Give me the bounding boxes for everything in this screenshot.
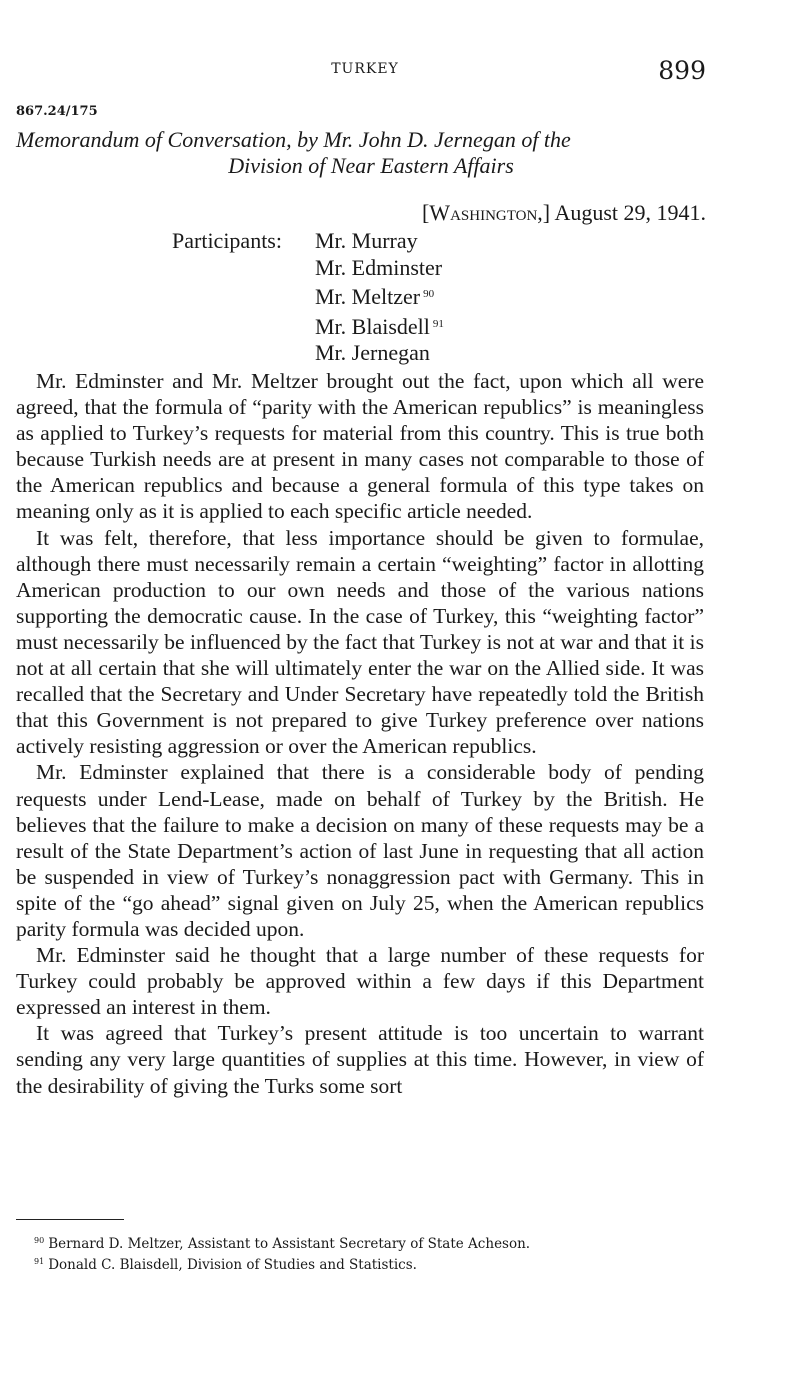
- document-title: [16, 127, 706, 179]
- running-header: [0, 56, 811, 86]
- participant: [315, 228, 444, 255]
- paragraph: It was felt, therefore, that less importance should be given to formulae, although there must necessarily remain a certain “weighting” factor in allotting American production to our own needs and those of the various nations supporting the democratic cause. In the case of Turkey, this “weighting factor” must necessarily be influenced by the fact that Turkey is not at war and that it is not at all certain that she will ultimately enter the war on the Allied side. It was recalled that the Secretary and Under Secretary have repeatedly told the British that this Government is not prepared to give Turkey preference over nations actively resisting aggression or over the American republics.: [16, 525, 704, 759]
- footnote-ref: 90: [423, 288, 435, 300]
- participant-name: Mr. Murray: [315, 228, 418, 253]
- footnote-ref: 91: [432, 317, 444, 330]
- body-text: [16, 368, 704, 1099]
- footnote-text: Donald C. Blaisdell, Division of Studies and Statistics.: [48, 1257, 417, 1273]
- paragraph: It was agreed that Turkey’s present attitude is too uncertain to warrant sending any very large quantities of supplies at this time. However, in view of the desirability of giving the Turks some sort: [16, 1021, 704, 1098]
- participant-name: Mr. Blaisdell: [315, 313, 430, 339]
- participant-name: Mr. Edminster: [315, 254, 443, 280]
- participant-name: Mr. Meltzer: [315, 284, 421, 309]
- paragraph: Mr. Edminster and Mr. Meltzer brought out the fact, upon which all were agreed, that the formula of “parity with the American republics” is meaningless as applied to Turkey’s requests for material from this country. This is true both because Turkish needs are at present in many cases not comparable to those of the American republics and because a general formula of this type takes on meaning only as it is applied to each specific article needed.: [16, 369, 704, 524]
- participant: [315, 281, 444, 311]
- title-line-2: Division of Near Eastern Affairs: [228, 153, 514, 178]
- footnote: [34, 1232, 724, 1253]
- page-number: 899: [658, 56, 706, 85]
- running-title: TURKEY: [331, 61, 399, 77]
- footnotes: [34, 1232, 724, 1274]
- dateline-place: [Washington,]: [421, 200, 551, 225]
- dateline-date: August 29, 1941.: [554, 200, 706, 225]
- footnote-text: Bernard D. Meltzer, Assistant to Assistant Secretary of State Acheson.: [48, 1236, 531, 1252]
- participant: [315, 311, 444, 341]
- participant-name: Mr. Jernegan: [315, 340, 430, 365]
- footnote-mark: 90: [34, 1236, 45, 1245]
- paragraph: Mr. Edminster explained that there is a considerable body of pending requests under Lend-Lease, made on behalf of Turkey by the British. He believes that the failure to make a decision on many of these requests may be a result of the State Department’s action of last June in requesting that all action be suspended in view of Turkey’s nonaggression pact with Germany. This in spite of the “go ahead” signal given on July 25, when the American republics parity formula was decided upon.: [16, 760, 704, 941]
- dateline: [422, 200, 706, 226]
- participant: [315, 340, 444, 367]
- file-number: 867.24/175: [16, 104, 98, 119]
- paragraph: Mr. Edminster said he thought that a large number of these requests for Turkey could probably be approved within a few days if this Department expressed an interest in them.: [16, 943, 704, 1020]
- footnote-divider: [16, 1219, 124, 1220]
- title-line-1: Memorandum of Conversation, by Mr. John D. Jernegan of the: [16, 127, 571, 152]
- participants-list: [315, 228, 444, 367]
- footnote: [34, 1253, 724, 1274]
- footnote-mark: 91: [34, 1257, 45, 1266]
- participants-label: Participants:: [172, 228, 282, 253]
- participant: [315, 255, 444, 282]
